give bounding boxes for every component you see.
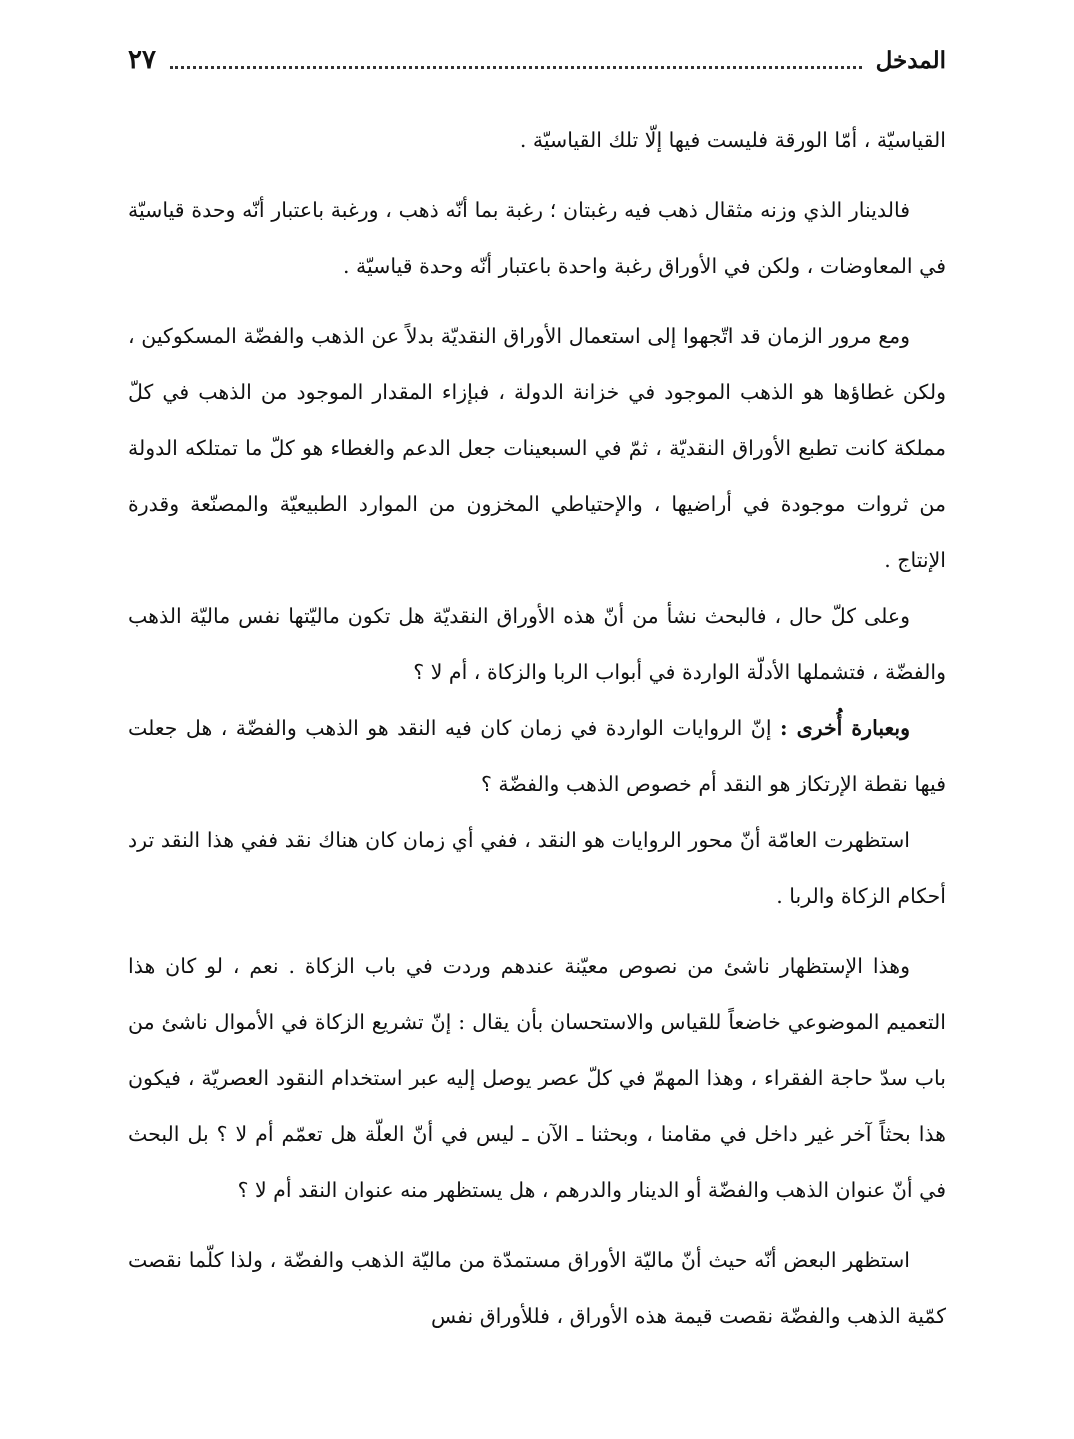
paragraph xyxy=(128,700,946,812)
paragraph: وهذا الإستظهار ناشئ من نصوص معيّنة عندهم وردت في باب الزكاة . نعم ، لو كان هذا التعميم الموضوعي خاضعاً للقياس والاستحسان بأن يقال : إنّ تشريع الزكاة في الأموال ناشئ من باب سدّ حاجة الفقراء ، وهذا المهمّ في كلّ عصر يوصل إليه عبر استخدام النقود العصريّة ، فيكون هذا بحثاً آخر غير داخل في مقامنا ، وبحثنا ـ الآن ـ ليس في أنّ العلّة هل تعمّم أم لا ؟ بل البحث في أنّ عنوان الذهب والفضّة أو الدينار والدرهم ، هل يستظهر منه عنوان النقد أم لا ؟ xyxy=(128,954,946,1202)
chapter-title: المدخل xyxy=(875,46,946,74)
paragraph: فالدينار الذي وزنه مثقال ذهب فيه رغبتان ؛ رغبة بما أنّه ذهب ، ورغبة باعتبار أنّه وحدة قياسيّة في المعاوضات ، ولكن في الأوراق رغبة واحدة باعتبار أنّه وحدة قياسيّة . xyxy=(128,198,946,278)
paragraph: استظهرت العامّة أنّ محور الروايات هو النقد ، ففي أي زمان كان هناك نقد ففي هذا النقد ترد أحكام الزكاة والربا . xyxy=(128,828,946,908)
paragraph: ومع مرور الزمان قد اتّجهوا إلى استعمال الأوراق النقديّة بدلاً عن الذهب والفضّة المسكوكين ، ولكن غطاؤها هو الذهب الموجود في خزانة الدولة ، فبإزاء المقدار الموجود من الذهب في كلّ مملكة كانت تطبع الأوراق النقديّة ، ثمّ في السبعينات جعل الدعم والغطاء هو كلّ ما تمتلكه الدولة من ثروات موجودة في أراضيها ، والإحتياطي المخزون من الموارد الطبيعيّة والمصنّعة وقدرة الإنتاج . xyxy=(128,324,946,572)
paragraph: استظهر البعض أنّه حيث أنّ ماليّة الأوراق مستمدّة من ماليّة الذهب والفضّة ، ولذا كلّما نقصت كمّية الذهب والفضّة نقصت قيمة هذه الأوراق ، فللأوراق نفس xyxy=(128,1248,946,1328)
paragraph: القياسيّة ، أمّا الورقة فليست فيها إلّا تلك القياسيّة . xyxy=(519,128,946,152)
page-number: ٢٧ xyxy=(128,45,156,75)
paragraph: وعلى كلّ حال ، فالبحث نشأ من أنّ هذه الأوراق النقديّة هل تكون ماليّتها نفس ماليّة الذهب والفضّة ، فتشملها الأدلّة الواردة في أبواب الربا والزكاة ، أم لا ؟ xyxy=(128,604,946,684)
body-text xyxy=(128,112,946,1344)
paragraph-body: إنّ الروايات الواردة في زمان كان فيه النقد هو الذهب والفضّة ، هل جعلت فيها نقطة الإرتكاز هو النقد أم خصوص الذهب والفضّة ؟ xyxy=(128,716,946,796)
bold-lead-phrase: وبعبارة أُخرى : xyxy=(780,716,911,740)
running-header xyxy=(128,40,946,80)
dotted-leader xyxy=(170,52,862,69)
